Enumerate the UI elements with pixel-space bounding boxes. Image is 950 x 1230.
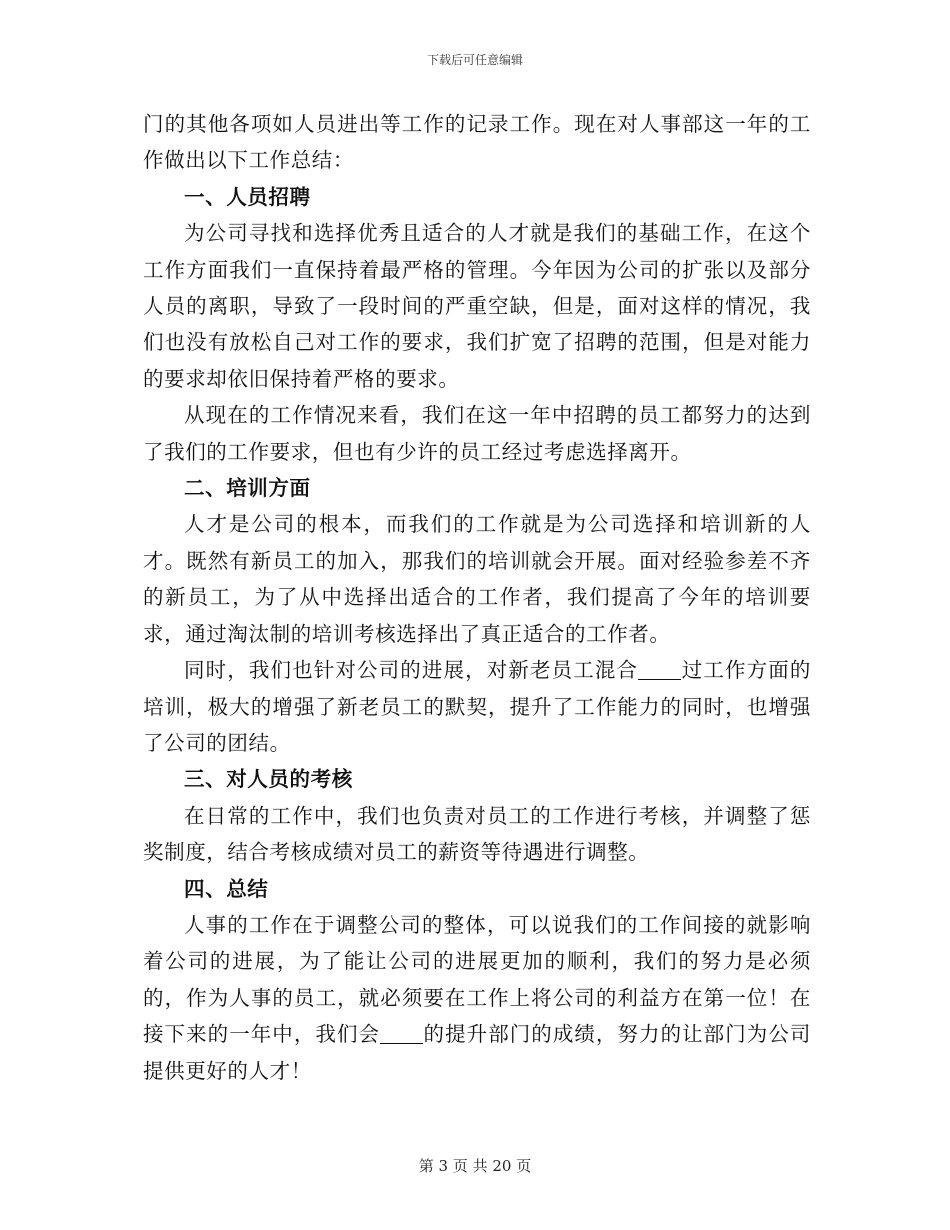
summary-paragraph-part-2: 的提升部门的成绩，努力的让部门为公司提供更好的人才！ [143,1022,811,1083]
intro-paragraph: 门的其他各项如人员进出等工作的记录工作。现在对人事部这一年的工作做出以下工作总结： [143,112,811,173]
training-paragraph-1: 人才是公司的根本，而我们的工作就是为公司选择和培训新的人才。既然有新员工的加入，那我们的培训就会开展。面对经验参差不齐的新员工，为了从中选择出适合的工作者，我们提高了今年的培训要求，通过淘汰制的培训考核选择出了真正适合的工作者。 [143,512,811,646]
section-heading-assessment: 三、对人员的考核 [184,767,353,792]
fill-in-blank [380,1023,423,1045]
section-heading-training: 二、培训方面 [184,476,311,501]
section-heading-summary: 四、总结 [184,876,269,901]
summary-paragraph [143,907,811,1089]
section-heading-recruitment: 一、人员招聘 [184,184,311,209]
document-body [143,106,811,1089]
training-paragraph-2 [143,652,811,761]
training-paragraph-2-part-2: 过工作方面的培训，极大的增强了新老员工的默契，提升了工作能力的同时，也增强了公司的团结。 [143,658,811,755]
training-paragraph-2-part-1: 同时，我们也针对公司的进展，对新老员工混合 [184,658,639,683]
fill-in-blank [638,659,681,681]
assessment-paragraph: 在日常的工作中，我们也负责对员工的工作进行考核，并调整了惩奖制度，结合考核成绩对员工的薪资等待遇进行调整。 [143,803,811,865]
page-number: 第 3 页 共 20 页 [418,1157,532,1175]
page-header: 下载后可任意编辑 [426,53,523,67]
recruitment-paragraph-1: 为公司寻找和选择优秀且适合的人才就是我们的基础工作，在这个工作方面我们一直保持着最严格的管理。今年因为公司的扩张以及部分人员的离职，导致了一段时间的严重空缺，但是，面对这样的情况，我们也没有放松自己对工作的要求，我们扩宽了招聘的范围，但是对能力的要求却依旧保持着严格的要求。 [143,221,811,391]
summary-paragraph-part-1: 人事的工作在于调整公司的整体，可以说我们的工作间接的就影响着公司的进展，为了能让公司的进展更加的顺利，我们的努力是必须的，作为人事的员工，就必须要在工作上将公司的利益方在第一位！在接下来的一年中，我们会 [143,912,811,1047]
recruitment-paragraph-2: 从现在的工作情况来看，我们在这一年中招聘的员工都努力的达到了我们的工作要求，但也有少许的员工经过考虑选择离开。 [143,403,811,464]
